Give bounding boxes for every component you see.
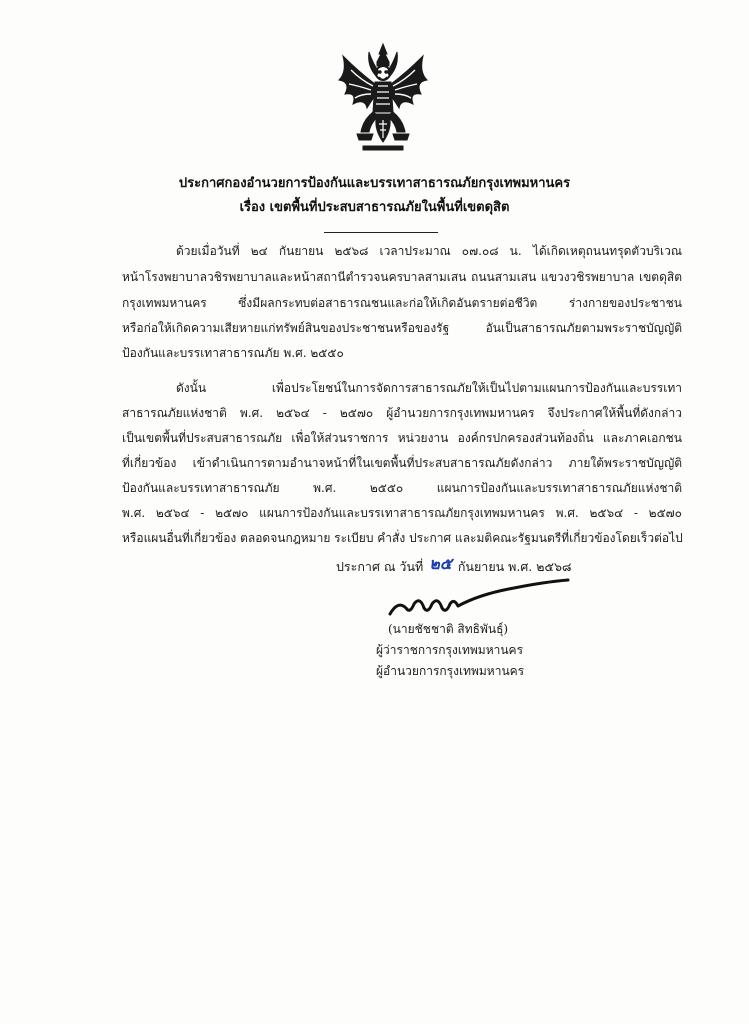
body-line: ดังนั้น เพื่อประโยชน์ในการจัดการสาธารณภัยให้เป็นไปตามแผนการป้องกันและบรรเทา xyxy=(176,381,682,395)
signatory-name: (นายชัชชาติ สิทธิพันธุ์) xyxy=(388,622,509,636)
body-line: ด้วยเมื่อวันที่ ๒๔ กันยายน ๒๕๖๘ เวลาประมาณ ๐๗.๐๘ น. ได้เกิดเหตุถนนทรุดตัวบริเวณ xyxy=(176,244,682,258)
announcement-title: ประกาศกองอำนวยการป้องกันและบรรเทาสาธารณภัยกรุงเทพมหานคร xyxy=(178,176,571,191)
handwritten-signature-icon xyxy=(384,578,574,628)
handwritten-day: ๒๕ xyxy=(429,554,452,573)
body-line: พ.ศ. ๒๕๖๔ - ๒๕๗๐ แผนการป้องกันและบรรเทาสาธารณภัยกรุงเทพมหานคร พ.ศ. ๒๕๖๔ - ๒๕๗๐ xyxy=(122,506,682,520)
body-line: ที่เกี่ยวข้อง เข้าดำเนินการตามอำนาจหน้าที่ในเขตพื้นที่ประสบสาธารณภัยดังกล่าว ภายใต้พระราชบัญญัติ xyxy=(122,456,682,470)
signatory-position-governor: ผู้ว่าราชการกรุงเทพมหานคร xyxy=(376,643,524,657)
body-line: หรือก่อให้เกิดความเสียหายแก่ทรัพย์สินของประชาชนหรือของรัฐ อันเป็นสาธารณภัยตามพระราชบัญญัติ xyxy=(122,321,682,335)
proclamation-date xyxy=(336,554,572,575)
signatory-position-director: ผู้อำนวยการกรุงเทพมหานคร xyxy=(376,664,525,678)
body-line: หรือแผนอื่นที่เกี่ยวข้อง ตลอดจนกฎหมาย ระเบียบ คำสั่ง ประกาศ และมติคณะรัฐมนตรีที่เกี่ยวข้องโดยเร็วต่อไป xyxy=(122,531,683,545)
garuda-emblem-icon xyxy=(333,42,433,156)
proclamation-suffix: กันยายน พ.ศ. ๒๕๖๘ xyxy=(457,559,572,574)
body-line: เป็นเขตพื้นที่ประสบสาธารณภัย เพื่อให้ส่วนราชการ หน่วยงาน องค์กรปกครองส่วนท้องถิ่น และภาคเอกชน xyxy=(122,431,682,445)
announcement-subject: เรื่อง เขตพื้นที่ประสบสาธารณภัยในพื้นที่เขตดุสิต xyxy=(239,200,510,215)
body-line: กรุงเทพมหานคร ซึ่งมีผลกระทบต่อสาธารณชนและก่อให้เกิดอันตรายต่อชีวิต ร่างกายของประชาชน xyxy=(122,296,682,310)
body-line: หน้าโรงพยาบาลวชิรพยาบาลและหน้าสถานีตำรวจนครบาลสามเสน ถนนสามเสน แขวงวชิรพยาบาล เขตดุสิต xyxy=(122,270,682,284)
body-line: สาธารณภัยแห่งชาติ พ.ศ. ๒๕๖๔ - ๒๕๗๐ ผู้อำนวยการกรุงเทพมหานคร จึงประกาศให้พื้นที่ดังกล่าว xyxy=(122,406,682,420)
body-line: ป้องกันและบรรเทาสาธารณภัย พ.ศ. ๒๕๕๐ แผนการป้องกันและบรรเทาสาธารณภัยแห่งชาติ xyxy=(122,481,682,495)
proclamation-prefix: ประกาศ ณ วันที่ xyxy=(336,559,424,574)
title-divider xyxy=(324,232,438,233)
body-line: ป้องกันและบรรเทาสาธารณภัย พ.ศ. ๒๕๕๐ xyxy=(122,346,344,360)
